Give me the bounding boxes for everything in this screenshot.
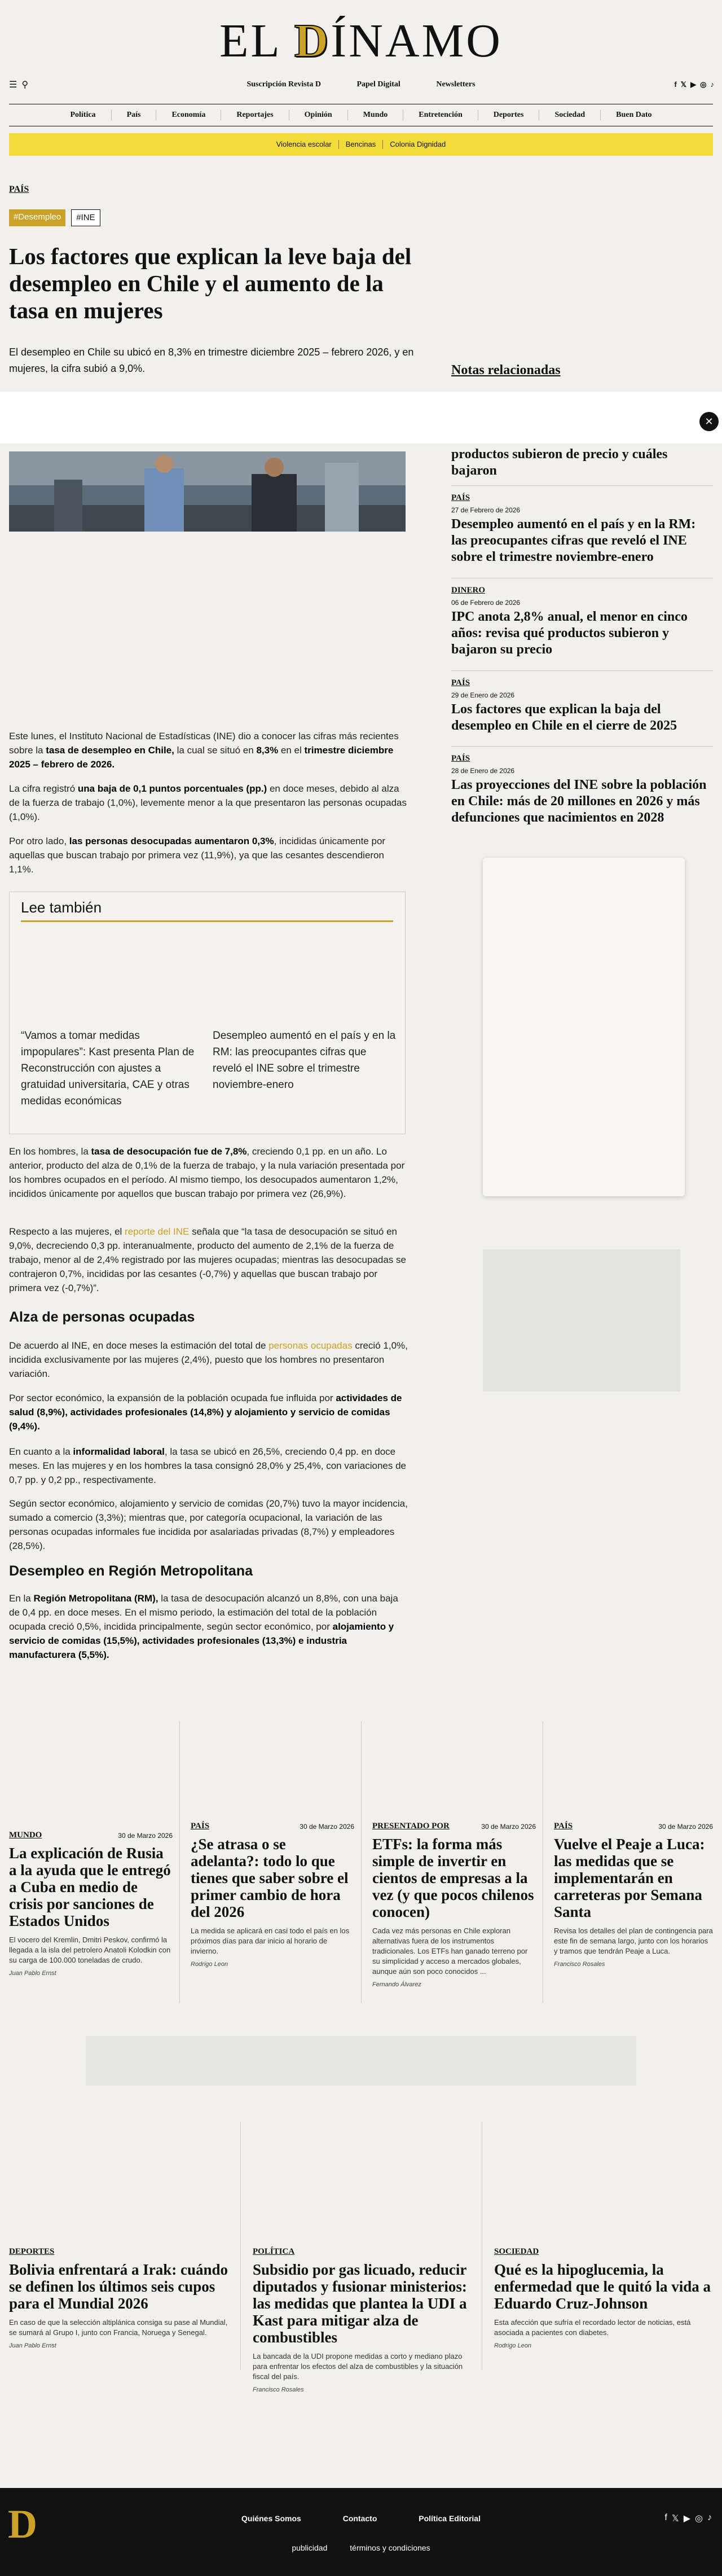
nav-buen-dato[interactable]: Buen Dato xyxy=(616,111,652,119)
paragraph-4: En los hombres, la tasa de desocupación fue de 7,8%, creciendo 0,1 pp. en un año. Lo anterior, producto del alza de 0,1% de la fuerza de trabajo, y la nula variación presentada por los hombres ocupados en el período. Al mismo tiempo, los desocupados aumentaron 1,2%, incididos únicamente por aquellos que buscan trabajo por primera vez (26,9%). xyxy=(9,1146,405,1199)
divider xyxy=(361,1721,362,2003)
paragraph-1: Este lunes, el Instituto Nacional de Estadísticas (INE) dio a conocer las cifras más recientes sobre la tasa de desempleo en Chile, la cual se situó en 8,3% en el trimestre diciembre 2025 – febrero de 2026. xyxy=(9,731,399,770)
lee-tambien-item[interactable]: “Vamos a tomar medidas impopulares”: Kast presenta Plan de Reconstrucción con ajustes a gratuidad universitaria, CAE y otras medidas económicas xyxy=(21,1030,195,1107)
banner-ad xyxy=(86,2036,636,2086)
link-papel-digital[interactable]: Papel Digital xyxy=(356,80,400,89)
news-card[interactable]: SOCIEDAD Qué es la hipoglucemia, la enfermedad que le quitó la vida a Eduardo Cruz-Johnson Esta afección que sufría el recordado lector de noticias, está asociada a pacientes con diabetes. Rodrigo Leon xyxy=(494,2247,711,2349)
nav-pais[interactable]: País xyxy=(112,110,157,120)
nav-mundo[interactable]: Mundo xyxy=(348,110,404,120)
menu-icon[interactable]: ☰ xyxy=(9,80,17,90)
x-icon[interactable]: 𝕏 xyxy=(671,2514,679,2524)
related-item[interactable]: PAÍS 27 de Febrero de 2026 Desempleo aumentó en el país y en la RM: las preocupantes cifras que reveló el INE sobre el trimestre noviembre-enero xyxy=(451,493,696,564)
divider xyxy=(451,746,713,747)
article-title: Los factores que explican la leve baja del desempleo en Chile y el aumento de la tasa en mujeres xyxy=(9,243,412,323)
tag-list xyxy=(9,209,100,226)
trending-violencia-escolar[interactable]: Violencia escolar xyxy=(270,140,339,149)
news-card[interactable]: MUNDO 30 de Marzo 2026 La explicación de Rusia a la ayuda que le entregó a Cuba en medio de crisis por sanciones de Estados Unidos El vocero del Kremlin, Dmitri Peskov, confirmó la llegada a la isla del petrolero Anatoli Kolodkin con su carga de 100.000 toneladas de crudo. Juan Pablo Ernst xyxy=(9,1831,173,1977)
divider xyxy=(451,485,713,486)
sticky-ad-banner xyxy=(0,392,722,444)
paragraph-8: En cuanto a la informalidad laboral, la tasa se ubicó en 26,5%, creciendo 0,4 pp. en doce meses. En las mujeres y en los hombres la tasa consignó 28,0% y 25,4%, con variaciones de 0,7 pp. y 0,2 pp., respectivamente. xyxy=(9,1446,406,1485)
link-reporte-ine[interactable]: reporte del INE xyxy=(125,1226,190,1237)
paragraph-6: De acuerdo al INE, en doce meses la estimación del total de personas ocupadas creció 1,0%, incidida exclusivamente por las mujeres (2,4%), puesto que los hombres no presentaron variación. xyxy=(9,1340,408,1379)
subheading-ocupadas: Alza de personas ocupadas xyxy=(9,1309,195,1325)
footer-link-politica-editorial[interactable]: Política Editorial xyxy=(419,2514,481,2523)
nav-reportajes[interactable]: Reportajes xyxy=(221,110,289,120)
news-card[interactable]: POLÍTICA Subsidio por gas licuado, reducir diputados y fusionar ministerios: las medidas que plantea la UDI a Kast para mitigar alza de combustibles La bancada de la UDI propone medidas a corto y mediano plazo para enfrentar los efectos del alza de combustibles y la situación fiscal del país. Francisco Rosales xyxy=(253,2247,467,2393)
close-icon[interactable]: ✕ xyxy=(699,412,719,431)
trending-bar xyxy=(9,133,713,156)
subheading-rm: Desempleo en Región Metropolitana xyxy=(9,1563,253,1579)
article-photo xyxy=(9,451,406,532)
nav-deportes[interactable]: Deportes xyxy=(478,110,540,120)
masthead xyxy=(0,0,722,73)
sidebar-ad xyxy=(483,1249,680,1392)
search-icon[interactable]: ⚲ xyxy=(21,80,29,90)
related-item[interactable]: PAÍS 28 de Enero de 2026 Las proyecciones del INE sobre la población en Chile: más de 20 millones en 2026 y más defunciones que nacimientos en 2028 xyxy=(451,754,707,825)
tiktok-icon[interactable]: ♪ xyxy=(707,2513,712,2522)
x-icon[interactable]: 𝕏 xyxy=(680,80,687,89)
related-item[interactable]: PAÍS 29 de Enero de 2026 Los factores que explican la baja del desempleo en Chile en el cierre de 2025 xyxy=(451,678,677,733)
lee-tambien-box xyxy=(9,892,406,1134)
instagram-icon[interactable]: ◎ xyxy=(700,80,707,89)
tiktok-icon[interactable]: ♪ xyxy=(710,80,714,89)
divider xyxy=(179,1721,180,2003)
related-item[interactable]: DINERO 06 de Febrero de 2026 IPC anota 2,8% anual, el menor en cinco años: revisa qué productos subieron y bajaron su precio xyxy=(451,586,688,657)
facebook-icon[interactable]: f xyxy=(674,80,677,89)
nav-sociedad[interactable]: Sociedad xyxy=(539,110,601,120)
news-card[interactable]: PAÍS 30 de Marzo 2026 ¿Se atrasa o se adelanta?: todo lo que tienes que saber sobre el primer cambio de hora del 2026 La medida se aplicará en casi todo el país en los próximos días para dar inicio al horario de invierno. Rodrigo Leon xyxy=(191,1822,354,1968)
paragraph-3: Por otro lado, las personas desocupadas aumentaron 0,3%, incididas únicamente por aquellas que buscan trabajo por primera vez (11,9%), ya que las cesantes descendieron 1,1%. xyxy=(9,836,386,875)
facebook-icon[interactable]: f xyxy=(664,2513,667,2522)
sidebar-ad xyxy=(483,858,685,1196)
nav-politica[interactable]: Política xyxy=(55,110,111,120)
paragraph-5: Respecto a las mujeres, el reporte del INE señala que “la tasa de desocupación se situó en 9,0%, decreciendo 0,3 pp. interanualmente, producto del aumento de 2,1% de la fuerza de trabajo, menor al de 2,4% registrado por las mujeres ocupadas; mientras las desocupadas se contrajeron 0,7%, incididas por las cesantes (-0,7%) y aquellas que buscan trabajo por primera vez (-0,7%)”. xyxy=(9,1226,406,1293)
paragraph-10: En la Región Metropolitana (RM), la tasa de desocupación alcanzó un 8,8%, con una baja de 0,4 pp. en doce meses. En el mismo periodo, la estimación del total de la población ocupada creció 0,5%, incidida principalmente, según sector económico, por alojamiento y servicio de comidas (15,5%), actividades profesionales (13,3%) e industria manufacturera (5,5%). xyxy=(9,1593,398,1660)
footer-link-contacto[interactable]: Contacto xyxy=(342,2514,377,2523)
link-newsletters[interactable]: Newsletters xyxy=(436,80,476,89)
trending-bencinas[interactable]: Bencinas xyxy=(339,140,383,149)
lee-tambien-heading: Lee también xyxy=(21,899,102,916)
link-personas-ocupadas[interactable]: personas ocupadas xyxy=(268,1340,353,1351)
top-bar xyxy=(0,78,722,91)
news-card[interactable]: DEPORTES Bolivia enfrentará a Irak: cuándo se definen los últimos seis cupos para el Mundial 2026 En caso de que la selección altiplánica consiga su pase al Mundial, se sumará al Grupo I, junto con Francia, Noruega y Senegal. Juan Pablo Ernst xyxy=(9,2247,228,2349)
instagram-icon[interactable]: ◎ xyxy=(695,2514,703,2524)
main-nav xyxy=(9,104,713,126)
footer-link-terminos[interactable]: términos y condiciones xyxy=(350,2543,430,2552)
divider xyxy=(240,2122,241,2370)
site-footer xyxy=(0,2488,722,2576)
paragraph-9: Según sector económico, alojamiento y servicio de comidas (20,7%) tuvo la mayor incidencia, sumado a comercio (3,3%); mientras que, por categoría ocupacional, la variación de las personas ocupadas informales fue incidida por asalariadas privadas (8,7%) y empleadores (28,5%). xyxy=(9,1498,408,1551)
nav-entretencion[interactable]: Entretención xyxy=(403,110,478,120)
site-logo[interactable]: EL DÍNAMO xyxy=(219,15,503,67)
lee-tambien-divider xyxy=(21,920,393,922)
tag-ine[interactable]: #INE xyxy=(71,209,100,226)
news-card[interactable]: PAÍS 30 de Marzo 2026 Vuelve el Peaje a Luca: las medidas que se implementarán en carreteras por Semana Santa Revisa los detalles del plan de contingencia para este fin de semana largo, junto con los horarios y tramos que tendrán Peaje a Luca. Francisco Rosales xyxy=(554,1822,713,1968)
nav-economia[interactable]: Economía xyxy=(156,110,221,120)
article-section[interactable]: PAÍS xyxy=(9,185,29,194)
link-suscripcion[interactable]: Suscripción Revista D xyxy=(246,80,321,89)
paragraph-7: Por sector económico, la expansión de la población ocupada fue influida por actividades de salud (8,9%), actividades profesionales (14,8%) y alojamiento y servicio de comidas (9,4%). xyxy=(9,1393,402,1432)
footer-logo[interactable]: D xyxy=(8,2502,37,2547)
article-lead: El desempleo en Chile su ubicó en 8,3% en trimestre diciembre 2025 – febrero 2026, y en mujeres, la cifra subió a 9,0%. xyxy=(9,346,414,374)
lee-tambien-item[interactable]: Desempleo aumentó en el país y en la RM: las preocupantes cifras que reveló el INE sobre el trimestre noviembre-enero xyxy=(213,1030,396,1091)
trending-colonia-dignidad[interactable]: Colonia Dignidad xyxy=(390,140,446,148)
divider xyxy=(451,670,713,671)
youtube-icon[interactable]: ▶ xyxy=(683,2514,691,2524)
news-card[interactable]: PRESENTADO POR 30 de Marzo 2026 ETFs: la forma más simple de invertir en cientos de empresas a la vez (y que pocos chilenos conocen) Cada vez más personas en Chile exploran alternativas fuera de los instrumentos tradicionales. Los ETFs han ganado terreno por su simplicidad y acceso a mercados globales, aunque aún son poco conocidos ... Fernando Álvarez xyxy=(372,1822,536,1988)
related-item[interactable]: productos subieron de precio y cuáles bajaron xyxy=(451,447,668,478)
nav-opinion[interactable]: Opinión xyxy=(289,110,348,120)
related-heading: Notas relacionadas xyxy=(451,363,561,378)
footer-link-quienes-somos[interactable]: Quiénes Somos xyxy=(241,2514,301,2523)
youtube-icon[interactable]: ▶ xyxy=(690,80,697,89)
paragraph-2: La cifra registró una baja de 0,1 puntos porcentuales (pp.) en doce meses, debido al alza de la fuerza de trabajo (1,0%), levemente menor a la que presentaron las personas ocupadas (1,0%). xyxy=(9,783,407,822)
footer-link-publicidad[interactable]: publicidad xyxy=(292,2543,328,2552)
tag-desempleo[interactable]: #Desempleo xyxy=(9,209,65,226)
